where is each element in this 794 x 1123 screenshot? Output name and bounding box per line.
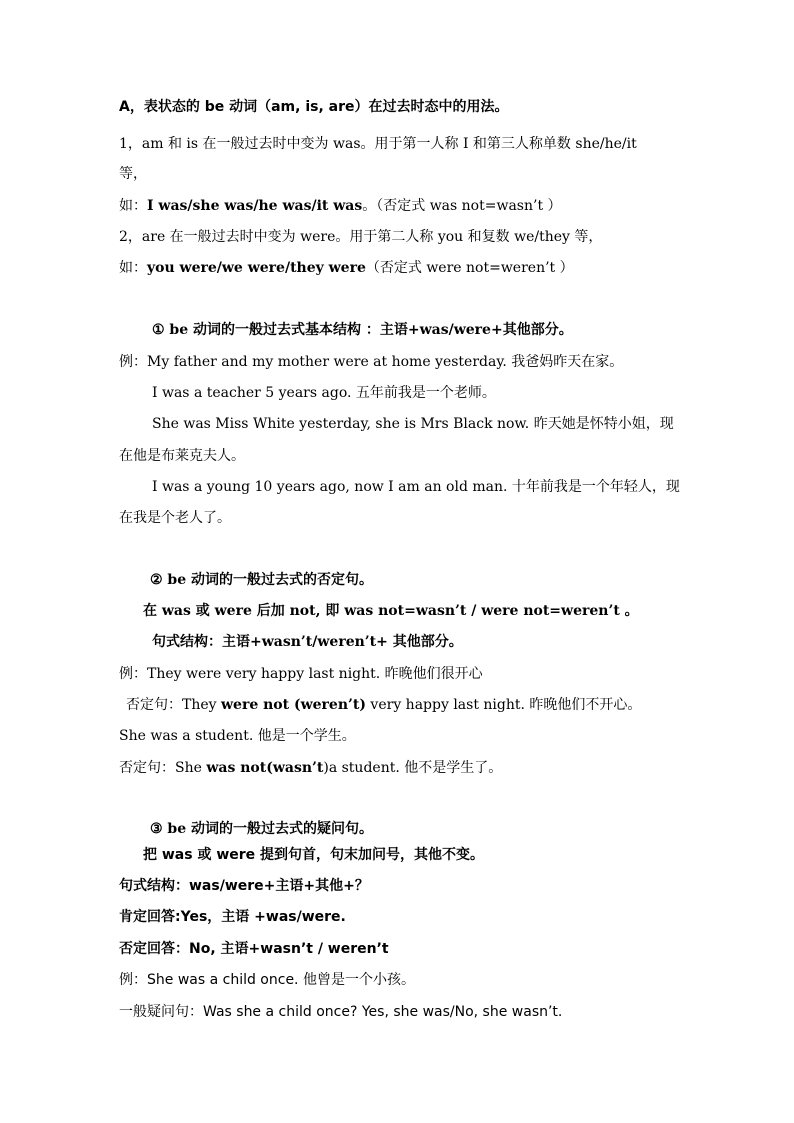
section-3-affirmative: 肯定回答:Yes，主语 +was/were. <box>119 909 346 925</box>
section-1-example-1: 例：My father and my mother were at home yesterday. 我爸妈昨天在家。 <box>119 354 624 370</box>
rule-1-example-note: 。（否定式 was not=wasn’t ） <box>362 198 562 214</box>
section-3-negative: 否定回答：No, 主语+wasn’t / weren’t <box>119 941 389 957</box>
rule-2-line: 2，are 在一般过去时中变为 were。用于第二人称 you 和复数 we/they 等， <box>119 229 603 245</box>
section-3-example-1: 例：She was a child once. 他曾是一个小孩。 <box>119 972 415 988</box>
negative-1-bold: were not (weren’t) <box>221 697 366 713</box>
section-3-heading: ③ be 动词的一般过去式的疑问句。 <box>150 821 373 837</box>
section-1-example-3-line-1: She was Miss White yesterday, she is Mrs Black now. 昨天她是怀特小姐，现 <box>152 416 674 432</box>
rule-2-example-note: （否定式 were not=weren’t ） <box>365 260 574 276</box>
negative-2-rest: )a student. 他不是学生了。 <box>323 760 503 776</box>
section-1-heading: ① be 动词的一般过去式基本结构 ：主语+was/were+其他部分。 <box>152 322 573 338</box>
section-2-structure: 句式结构：主语+wasn’t/weren’t+ 其他部分。 <box>152 634 463 650</box>
rule-2-example <box>119 259 574 277</box>
section-1-example-3-line-2: 在他是布莱克夫人。 <box>119 448 245 464</box>
section-a-heading: A，表状态的 be 动词（am, is, are）在过去时态中的用法。 <box>119 99 509 115</box>
rule-1-example <box>119 197 562 215</box>
section-1-example-4-line-2: 在我是个老人了。 <box>119 510 231 526</box>
rule-2-example-bold: you were/we were/they were <box>147 260 366 276</box>
negative-2-bold: was not(wasn’t <box>206 760 324 776</box>
section-2-negative-1 <box>126 696 641 714</box>
negative-2-prefix: 否定句：She <box>119 760 207 776</box>
rule-1-line-1: 1，am 和 is 在一般过去时中变为 was。用于第一人称 I 和第三人称单数 she/he/it <box>119 136 637 152</box>
section-2-rule: 在 was 或 were 后加 not, 即 was not=wasn’t / were not=weren’t 。 <box>143 603 639 619</box>
section-3-rule: 把 was 或 were 提到句首，句末加问号，其他不变。 <box>143 847 485 863</box>
section-2-example-1: 例：They were very happy last night. 昨晚他们很开心 <box>119 666 483 682</box>
rule-2-example-prefix: 如： <box>119 260 147 276</box>
rule-1-example-prefix: 如： <box>119 198 147 214</box>
negative-1-rest: very happy last night. 昨晚他们不开心。 <box>365 697 642 713</box>
section-3-structure: 句式结构：was/were+主语+其他+？ <box>119 878 369 894</box>
section-1-example-2: I was a teacher 5 years ago. 五年前我是一个老师。 <box>152 385 496 401</box>
section-2-heading: ② be 动词的一般过去式的否定句。 <box>150 572 373 588</box>
negative-1-prefix: 否定句：They <box>126 697 221 713</box>
section-1-example-4-line-1: I was a young 10 years ago, now I am an old man. 十年前我是一个年轻人，现 <box>152 479 680 495</box>
section-3-question: 一般疑问句：Was she a child once? Yes, she was/No, she wasn’t. <box>119 1004 563 1020</box>
rule-1-example-bold: I was/she was/he was/it was <box>147 198 363 214</box>
section-2-example-2: She was a student. 他是一个学生。 <box>119 728 356 744</box>
rule-1-line-2: 等， <box>119 166 147 182</box>
section-2-negative-2 <box>119 759 502 777</box>
